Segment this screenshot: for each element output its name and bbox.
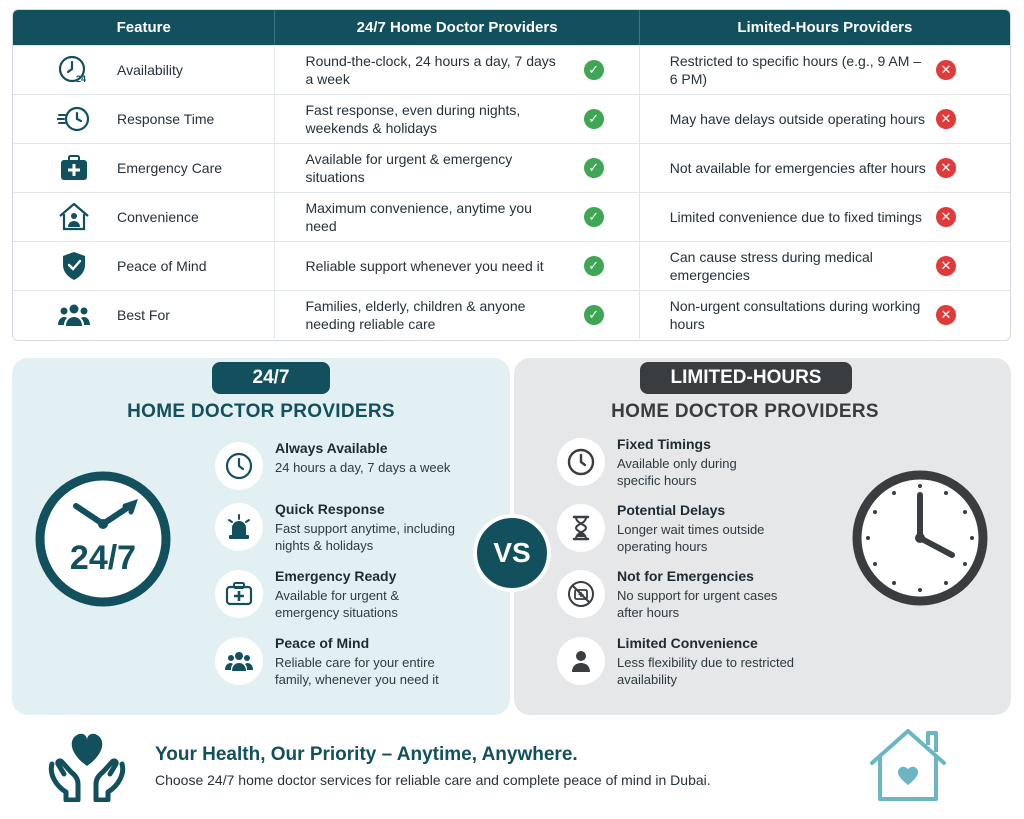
no-emergency-icon [557,570,605,618]
table-row [13,241,1010,290]
panel-limited [514,358,1011,715]
footer-title: Your Health, Our Priority – Anytime, Anywhere. [155,744,578,765]
feature-item [557,570,797,621]
cell-247: Families, elderly, children & anyone needing reliable care [305,298,526,332]
table-row [13,94,1010,143]
badge-247: 24/7 [212,362,330,394]
feature-label: Peace of Mind [117,258,207,274]
feature-label: Best For [117,307,170,323]
cell-limited: Limited convenience due to fixed timings [669,209,922,225]
feature-item [557,504,797,555]
cell-limited: Can cause stress during medical emergencies [669,249,873,283]
feature-label: Availability [117,62,183,78]
panel-title-247: HOME DOCTOR PROVIDERS [127,401,395,422]
item-title: Not for Emergencies [617,568,754,584]
check-icon: ✓ [584,158,604,178]
check-icon: ✓ [584,256,604,276]
shield-icon [57,250,91,282]
header-limited-providers: Limited-Hours Providers [737,19,913,36]
check-icon: ✓ [584,305,604,325]
table-row [13,192,1010,241]
comparison-table [12,9,1011,341]
cell-247: Fast response, even during nights, weekends & holidays [305,102,521,136]
cross-icon: ✕ [936,109,956,129]
feature-item [557,637,797,688]
clock-label: 24/7 [69,539,137,577]
big-clock-icon [849,467,991,614]
siren-icon [215,503,263,551]
cell-limited: May have delays outside operating hours [669,111,926,127]
item-desc: Reliable care for your entire family, whenever you need it [275,655,439,687]
cross-icon: ✕ [936,256,956,276]
cell-247: Available for urgent & emergency situations [305,151,513,185]
feature-item [215,442,465,490]
item-desc: Available only during specific hours [617,456,737,488]
home-person-icon [57,201,91,233]
item-title: Always Available [275,440,388,456]
item-desc: No support for urgent cases after hours [617,588,778,620]
cell-limited: Restricted to specific hours (e.g., 9 AM – 6 PM) [669,53,922,87]
cell-limited: Non-urgent consultations during working hours [669,298,921,332]
feature-item [557,438,767,489]
medical-kit-icon [215,570,263,618]
cell-247: Reliable support whenever you need it [305,258,544,274]
item-title: Fixed Timings [617,436,711,452]
header-feature: Feature [13,10,275,45]
cross-icon: ✕ [936,60,956,80]
table-row [13,290,1010,339]
check-icon: ✓ [584,109,604,129]
feature-item [215,637,455,688]
item-title: Emergency Ready [275,568,397,584]
header-247-providers: 24/7 Home Doctor Providers [275,10,639,45]
table-header [13,10,1010,45]
cross-icon: ✕ [936,158,956,178]
cell-247: Maximum convenience, anytime you need [305,200,532,234]
clock-24-icon [57,54,91,86]
group-icon [57,299,91,331]
footer-subtitle: Choose 24/7 home doctor services for reliable care and complete peace of mind in Dubai. [155,772,711,788]
clock-icon [557,438,605,486]
item-title: Limited Convenience [617,635,758,651]
panel-247 [12,358,510,715]
table-row [13,143,1010,192]
table-row [13,45,1010,94]
item-desc: 24 hours a day, 7 days a week [275,460,451,475]
feature-label: Response Time [117,111,215,127]
feature-item [215,503,455,554]
cell-limited: Not available for emergencies after hours [669,160,926,176]
check-icon: ✓ [584,207,604,227]
item-title: Peace of Mind [275,635,370,651]
feature-label: Emergency Care [117,160,223,176]
person-icon [557,637,605,685]
item-desc: Fast support anytime, including nights & holidays [275,521,455,553]
clock-icon [215,442,263,490]
hourglass-icon [557,504,605,552]
feature-label: Convenience [117,209,199,225]
medical-kit-icon [57,152,91,184]
hands-heart-icon [48,730,126,807]
cross-icon: ✕ [936,207,956,227]
item-desc: Longer wait times outside operating hours [617,522,765,554]
item-desc: Available for urgent & emergency situations [275,588,400,620]
house-heart-icon [868,727,948,808]
fast-clock-icon [57,103,91,135]
vs-badge: VS [473,514,551,592]
cell-247: Round-the-clock, 24 hours a day, 7 days a week [305,53,556,87]
big-clock-247-icon [32,468,174,615]
family-icon [215,637,263,685]
svg-text:24: 24 [76,74,87,84]
item-title: Quick Response [275,501,385,517]
item-title: Potential Delays [617,502,726,518]
panel-title-limited: HOME DOCTOR PROVIDERS [611,401,879,422]
feature-item [215,570,455,621]
cross-icon: ✕ [936,305,956,325]
item-desc: Less flexibility due to restricted availability [617,655,795,687]
check-icon: ✓ [584,60,604,80]
badge-limited: LIMITED-HOURS [640,362,852,394]
